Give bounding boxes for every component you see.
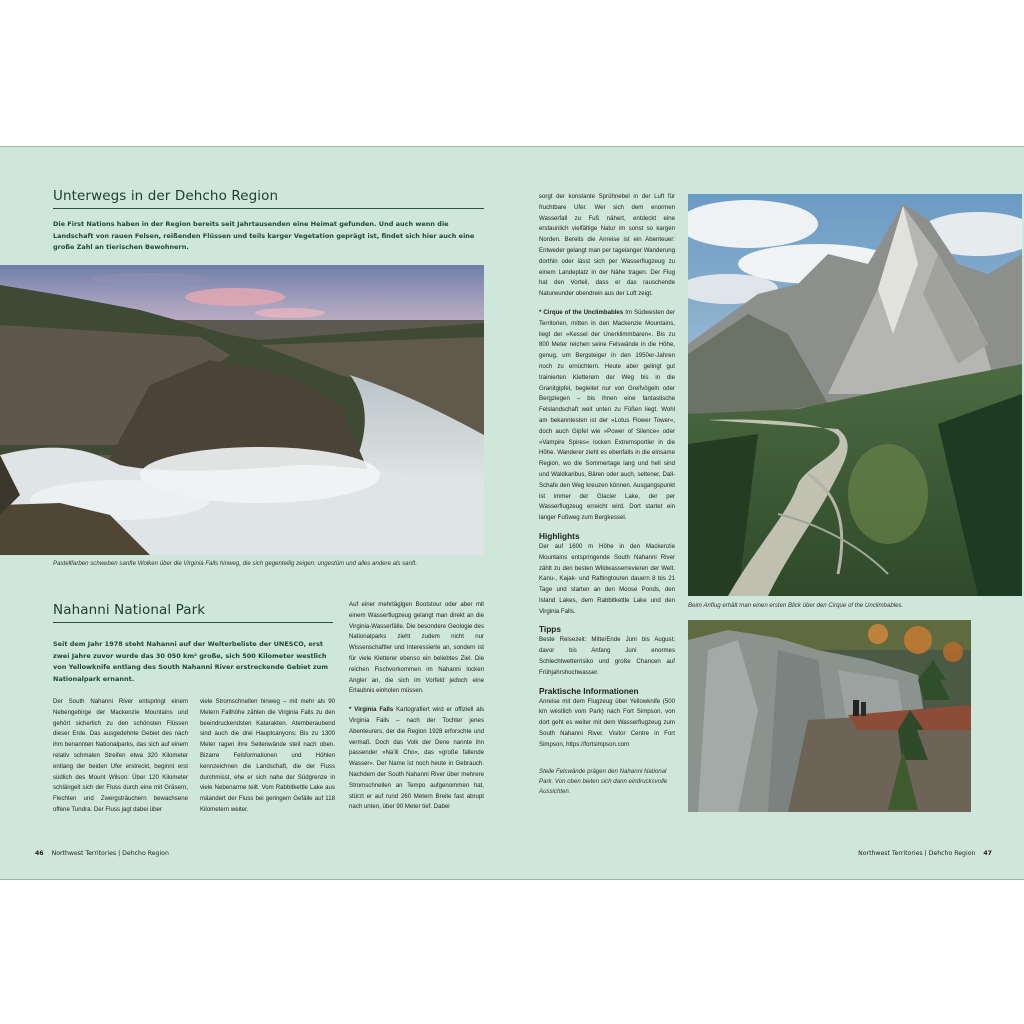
virginia-falls-photo	[0, 265, 484, 555]
footer-left	[35, 850, 169, 857]
cliff-photo	[688, 620, 971, 812]
footer-right	[858, 850, 992, 857]
cirque-label: * Cirque of the Unclimbables	[539, 308, 624, 316]
cirque-text: Im Südwesten der Territorien, mitten in den Mackenzie Mountains, liegt der »Kessel der Unerklimmbaren«. Bis zu 800 Meter reichen seine Felswände in die Höhe, genug, um Bergsteiger in den 1950er-Jahren noch zu ernüchtern. Heute aber gelingt gut trainierten Kletterern der Weg bis in die Granitgipfel, begleitet nur von Greifvögeln oder Bergziegen – bis ihnen eine fantastische Felslandschaft weit unten zu Füßen liegt. Wohl am bekanntesten ist der »Lotus Flower Tower«, doch auch Gipfel wie »Power of Silence« oder »Vampire Spires« locken Extremsportler in die Höhe. Wanderer zieht es ebenfalls in die einsame Region, wo die Sommertage lang und hell sind und Waldkaribus, Bären oder auch, seltener, Dall-Schafe den Weg kreuzen können. Ausgangspunkt ist immer der Glacier Lake, der per Wasserflugzeug erreicht wird. Dort startet ein langer Fußweg zum Bergkessel.	[539, 308, 675, 522]
highlights-heading: Highlights	[539, 530, 580, 541]
cliff-caption: Steile Felswände prägen den Nahanni National Park. Von oben bieten sich dann eindrucksvolle Aussichten.	[539, 767, 668, 795]
virginia-falls-paragraph	[349, 705, 484, 813]
body-column-2: viele Stromschnellen hinweg – mit mehr als 90 Metern Fallhöhe zählen die Virginia Falls zu den beeindruckendsten Katarakten. Atemberaubend sind auch die drei Hauptcanyons: Bis zu 1300 Meter ragen ihre Seitenwände steil nach oben. Bizarre Felsformationen und Höhlen kennzeichnen die Landschaft, die der Fluss durchmisst, ehe er sich nahe der Südgrenze in viele Nebenarme teilt. Vom Rabbitkettle Lake aus mäandert der Fluss bei geringem Gefälle auf 118 Kilometern weiter.	[200, 698, 335, 813]
section-title-nahanni: Nahanni National Park	[53, 602, 206, 618]
body-column-1: Der South Nahanni River entspringt einem Nebengebirge der Mackenzie Mountains und gehört sicherlich zu den schönsten Flüssen dieser Erde. Das ausgedehnte Gebiet des nach ihm benannten Nationalparks, das sich auf einem relativ schmalen Streifen etwa 320 Kilometer entlang der beiden Ufer erstreckt, beginnt erst südlich des Mount Wilson: Über 120 Kilometer schlängelt sich der Fluss durch eine mit Gräsern, Flechten und Zwergsträuchern bewachsene offene Tundra. Der Fluss jagt dabei über	[53, 698, 188, 813]
page-number-left: 46	[35, 850, 44, 857]
tipps-heading: Tipps	[539, 624, 561, 635]
cirque-mountain-photo	[688, 194, 1022, 596]
footer-left-text: Northwest Territories | Dehcho Region	[51, 850, 169, 857]
virginia-falls-label: * Virginia Falls	[349, 706, 394, 714]
info-heading: Praktische Informationen	[539, 685, 639, 696]
cirque-paragraph	[539, 308, 675, 524]
virginia-falls-text: Kartografiert wird er offiziell als Virginia Falls – nach der Tochter jenes Abenteurers, der die Region 1928 erforschte und vermaß. Doch das Volk der Dene nannte ihn passender »Na'ili Cho«, das »große fallende Wasser«. Der Name ist noch heute in Gebrauch. Nachdem der South Nahanni River über mehrere Stromschnellen an Tempo aufgenommen hat, stürzt er auf rund 260 Metern Breite fast abrupt nach unten, über 90 Meter tief. Dabei	[349, 706, 484, 811]
page-number-right: 47	[983, 850, 992, 857]
column-4-paragraph: sorgt der konstante Sprühnebel in der Luft für fruchtbare Ufer. Wer sich dem enormen Wasserfall zu Fuß nähert, entdeckt eine erstaunlich vielfältige Natur im sonst so kargen Norden. Bereits die Anreise ist ein Abenteuer: Entweder gelangt man per tagelanger Wanderung dorthin oder lässt sich per Wasserflugzeug zu einem Landeplatz in der Nähe tragen. Der Flug hat den Vorteil, dass er das rauschende Naturwunder obendrein aus der Luft zeigt.	[539, 193, 675, 298]
body-column-4	[539, 192, 675, 797]
title-rule-2	[53, 622, 333, 623]
title-rule	[53, 208, 484, 209]
section-title-dehcho: Unterwegs in der Dehcho Region	[53, 188, 279, 204]
falls-caption: Pastellfarben schweben sanfte Wolken über die Virginia Falls hinweg, die sich gegenteilig zeigen: ungestüm und alles andere als sanft.	[53, 560, 418, 567]
body-column-3	[349, 600, 484, 813]
column-3-paragraph: Auf einer mehrtägigen Bootstour oder aber mit einem Wasserflugzeug gelangt man direkt an die Virginia-Wasserfälle. Die besondere Geologie des Nationalparks zieht zudem nicht nur Wissenschaftler und Interessierte an, sondern ist für viele Kletterer ebenso ein beliebtes Ziel. Die reichen Fischvorkommen im Nahanni locken Angler an, die sich im Vorfeld jedoch eine Erlaubnis einholen müssen.	[349, 601, 484, 695]
footer-right-text: Northwest Territories | Dehcho Region	[858, 850, 976, 857]
info-text: Anreise mit dem Flugzeug über Yellowknife (500 km westlich vom Park) nach Fort Simpson, von dort geht es weiter mit dem Wasserflugzeug zum South Nahanni River. Visitor Centre in Fort Simpson, https://fortsimpson.com	[539, 697, 675, 748]
section-intro-dehcho: Die First Nations haben in der Region bereits seit Jahrtausenden eine Heimat gefunden. Und auch wenn die Landschaft von rauen Felsen, reißenden Flüssen und teils karger Vegetation geprägt ist, findet sich hier auch eine große Zahl an tierischen Bewohnern.	[53, 220, 475, 251]
highlights-text: Der auf 1600 m Höhe in den Mackenzie Mountains entspringende South Nahanni River zählt zu den besten Wildwasserrevieren der Welt. Kanu-, Kajak- und Raftingtouren dauern 8 bis 21 Tage und starten an den Moose Ponds, den Island Lakes, dem Rabbitkettle Lake und den Virginia Falls.	[539, 542, 675, 615]
mountain-caption: Beim Anflug erhält man einen ersten Blick über den Cirque of the Unclimbables.	[688, 602, 904, 609]
section-intro-nahanni: Seit dem Jahr 1978 steht Nahanni auf der Welterbeliste der UNESCO, erst zwei Jahre zuvor wurde das 30 050 km² große, sich 500 Kilometer westlich von Yellowknife entlang des South Nahanni River erstreckende Gebiet zum Nationalpark ernannt.	[53, 640, 329, 683]
tipps-text: Beste Reisezeit: Mitte/Ende Juni bis August; davor bis Anfang Juni enormes Schlechtwetterrisiko und große Chancen auf Frühjahrshochwasser.	[539, 636, 675, 676]
